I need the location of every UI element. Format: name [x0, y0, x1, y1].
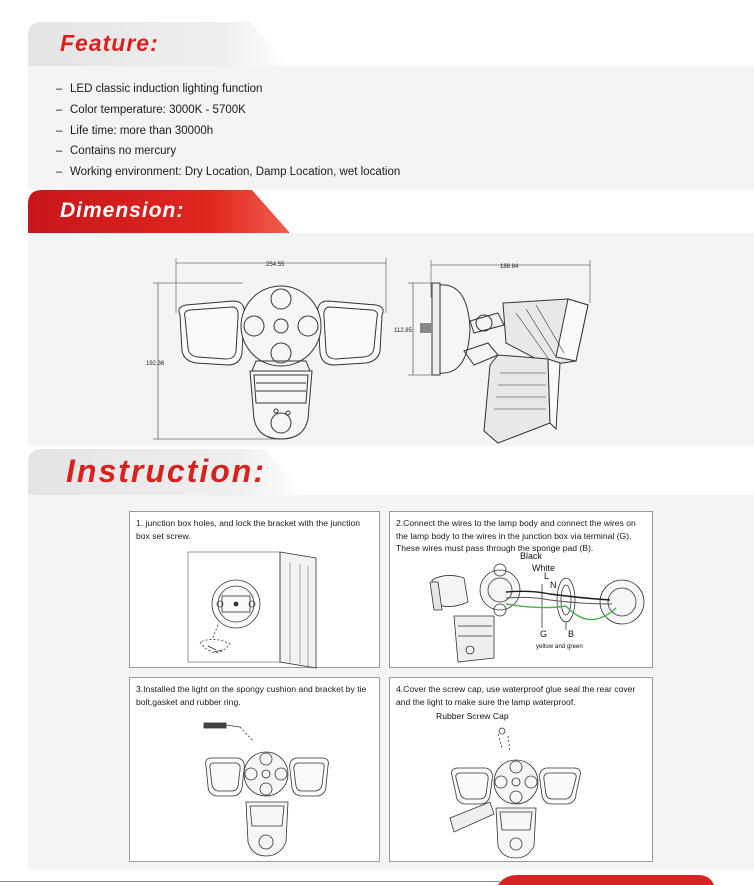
bottom-divider: [0, 881, 500, 882]
feature-item: – LED classic induction lighting function: [56, 83, 263, 95]
instruction-title: Instruction:: [66, 453, 266, 489]
bottom-red-tab: [498, 875, 718, 885]
step-3-text: 3.Installed the light on the spongy cushion and bracket by tie bolt,gasket and rubber ring.: [136, 684, 367, 707]
feature-title: Feature:: [60, 30, 159, 56]
label-white: White: [532, 563, 556, 573]
label-l: L: [544, 571, 550, 581]
label-n: N: [550, 580, 557, 590]
feature-item: – Working environment: Dry Location, Damp Location, wet location: [56, 166, 401, 179]
step-1-text: 1. junction box holes, and lock the bracket with the junction box set screw.: [136, 518, 361, 541]
front-width-label: 254.55: [266, 262, 285, 268]
step-4-text: 4.Cover the screw cap, use waterproof glue seal the rear cover and the light to make sure the lamp waterproof.: [396, 684, 636, 707]
side-height-label: 112.85: [394, 328, 412, 334]
label-g: G: [540, 629, 548, 639]
step-2-card: [389, 511, 653, 668]
dimension-drawing: [28, 233, 754, 446]
label-b: B: [568, 629, 575, 639]
label-rubber-screw-cap: Rubber Screw Cap: [436, 711, 509, 721]
feature-list: [56, 82, 400, 186]
step-1-card: [129, 511, 380, 668]
label-black: Black: [520, 551, 543, 561]
feature-item: – Color temperature: 3000K - 5700K: [56, 103, 246, 116]
step-2-text: 2.Connect the wires to the lamp body and connect the wires on the lamp body to the wires in the junction box via terminal (G). These wires must pass through the sponge pad (B).: [396, 518, 636, 553]
feature-item: – Contains no mercury: [56, 145, 177, 158]
side-depth-label: 188.84: [500, 264, 519, 270]
front-height-label: 192.36: [146, 361, 165, 367]
step-3-card: [129, 677, 380, 862]
dimension-title: Dimension:: [60, 199, 185, 222]
label-yellow-green: yellow and green: [536, 643, 583, 650]
feature-item: – Life time: more than 30000h: [56, 124, 214, 137]
step-4-card: [389, 677, 653, 862]
